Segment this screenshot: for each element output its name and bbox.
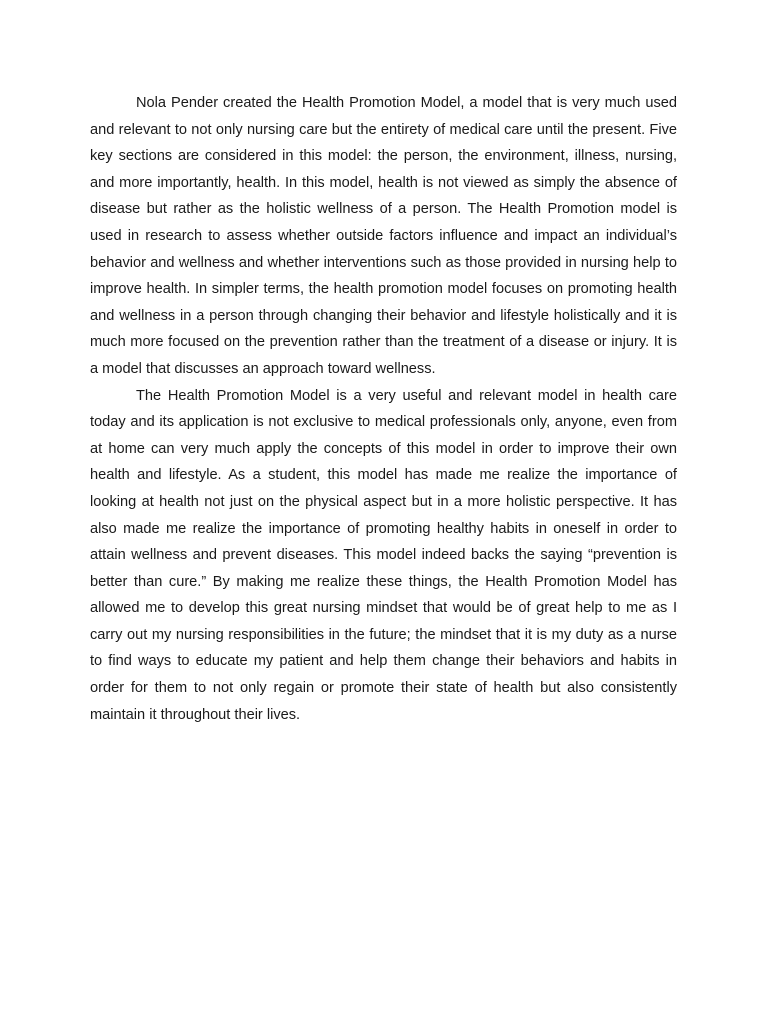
document-body (90, 90, 677, 728)
paragraph-1: Nola Pender created the Health Promotion Model, a model that is very much used and relevant to not only nursing care but the entirety of medical care until the present. Five key sections are considered in this model: the person, the environment, illness, nursing, and more importantly, health. In this model, health is not viewed as simply the absence of disease but rather as the holistic wellness of a person. The Health Promotion model is used in research to assess whether outside factors influence and impact an individual’s behavior and wellness and whether interventions such as those provided in nursing help to improve health. In simpler terms, the health promotion model focuses on promoting health and wellness in a person through changing their behavior and lifestyle holistically and it is much more focused on the prevention rather than the treatment of a disease or injury. It is a model that discusses an approach toward wellness. (90, 95, 677, 377)
paragraph-2: The Health Promotion Model is a very useful and relevant model in health care today and its application is not exclusive to medical professionals only, anyone, even from at home can very much apply the concepts of this model in order to improve their own health and lifestyle. As a student, this model has made me realize the importance of looking at health not just on the physical aspect but in a more holistic perspective. It has also made me realize the importance of promoting healthy habits in oneself in order to attain wellness and prevent diseases. This model indeed backs the saying “prevention is better than cure.” By making me realize these things, the Health Promotion Model has allowed me to develop this great nursing mindset that would be of great help to me as I carry out my nursing responsibilities in the future; the mindset that it is my duty as a nurse to find ways to educate my patient and help them change their behaviors and habits in order for them to not only regain or promote their state of health but also consistently maintain it throughout their lives. (90, 387, 677, 723)
